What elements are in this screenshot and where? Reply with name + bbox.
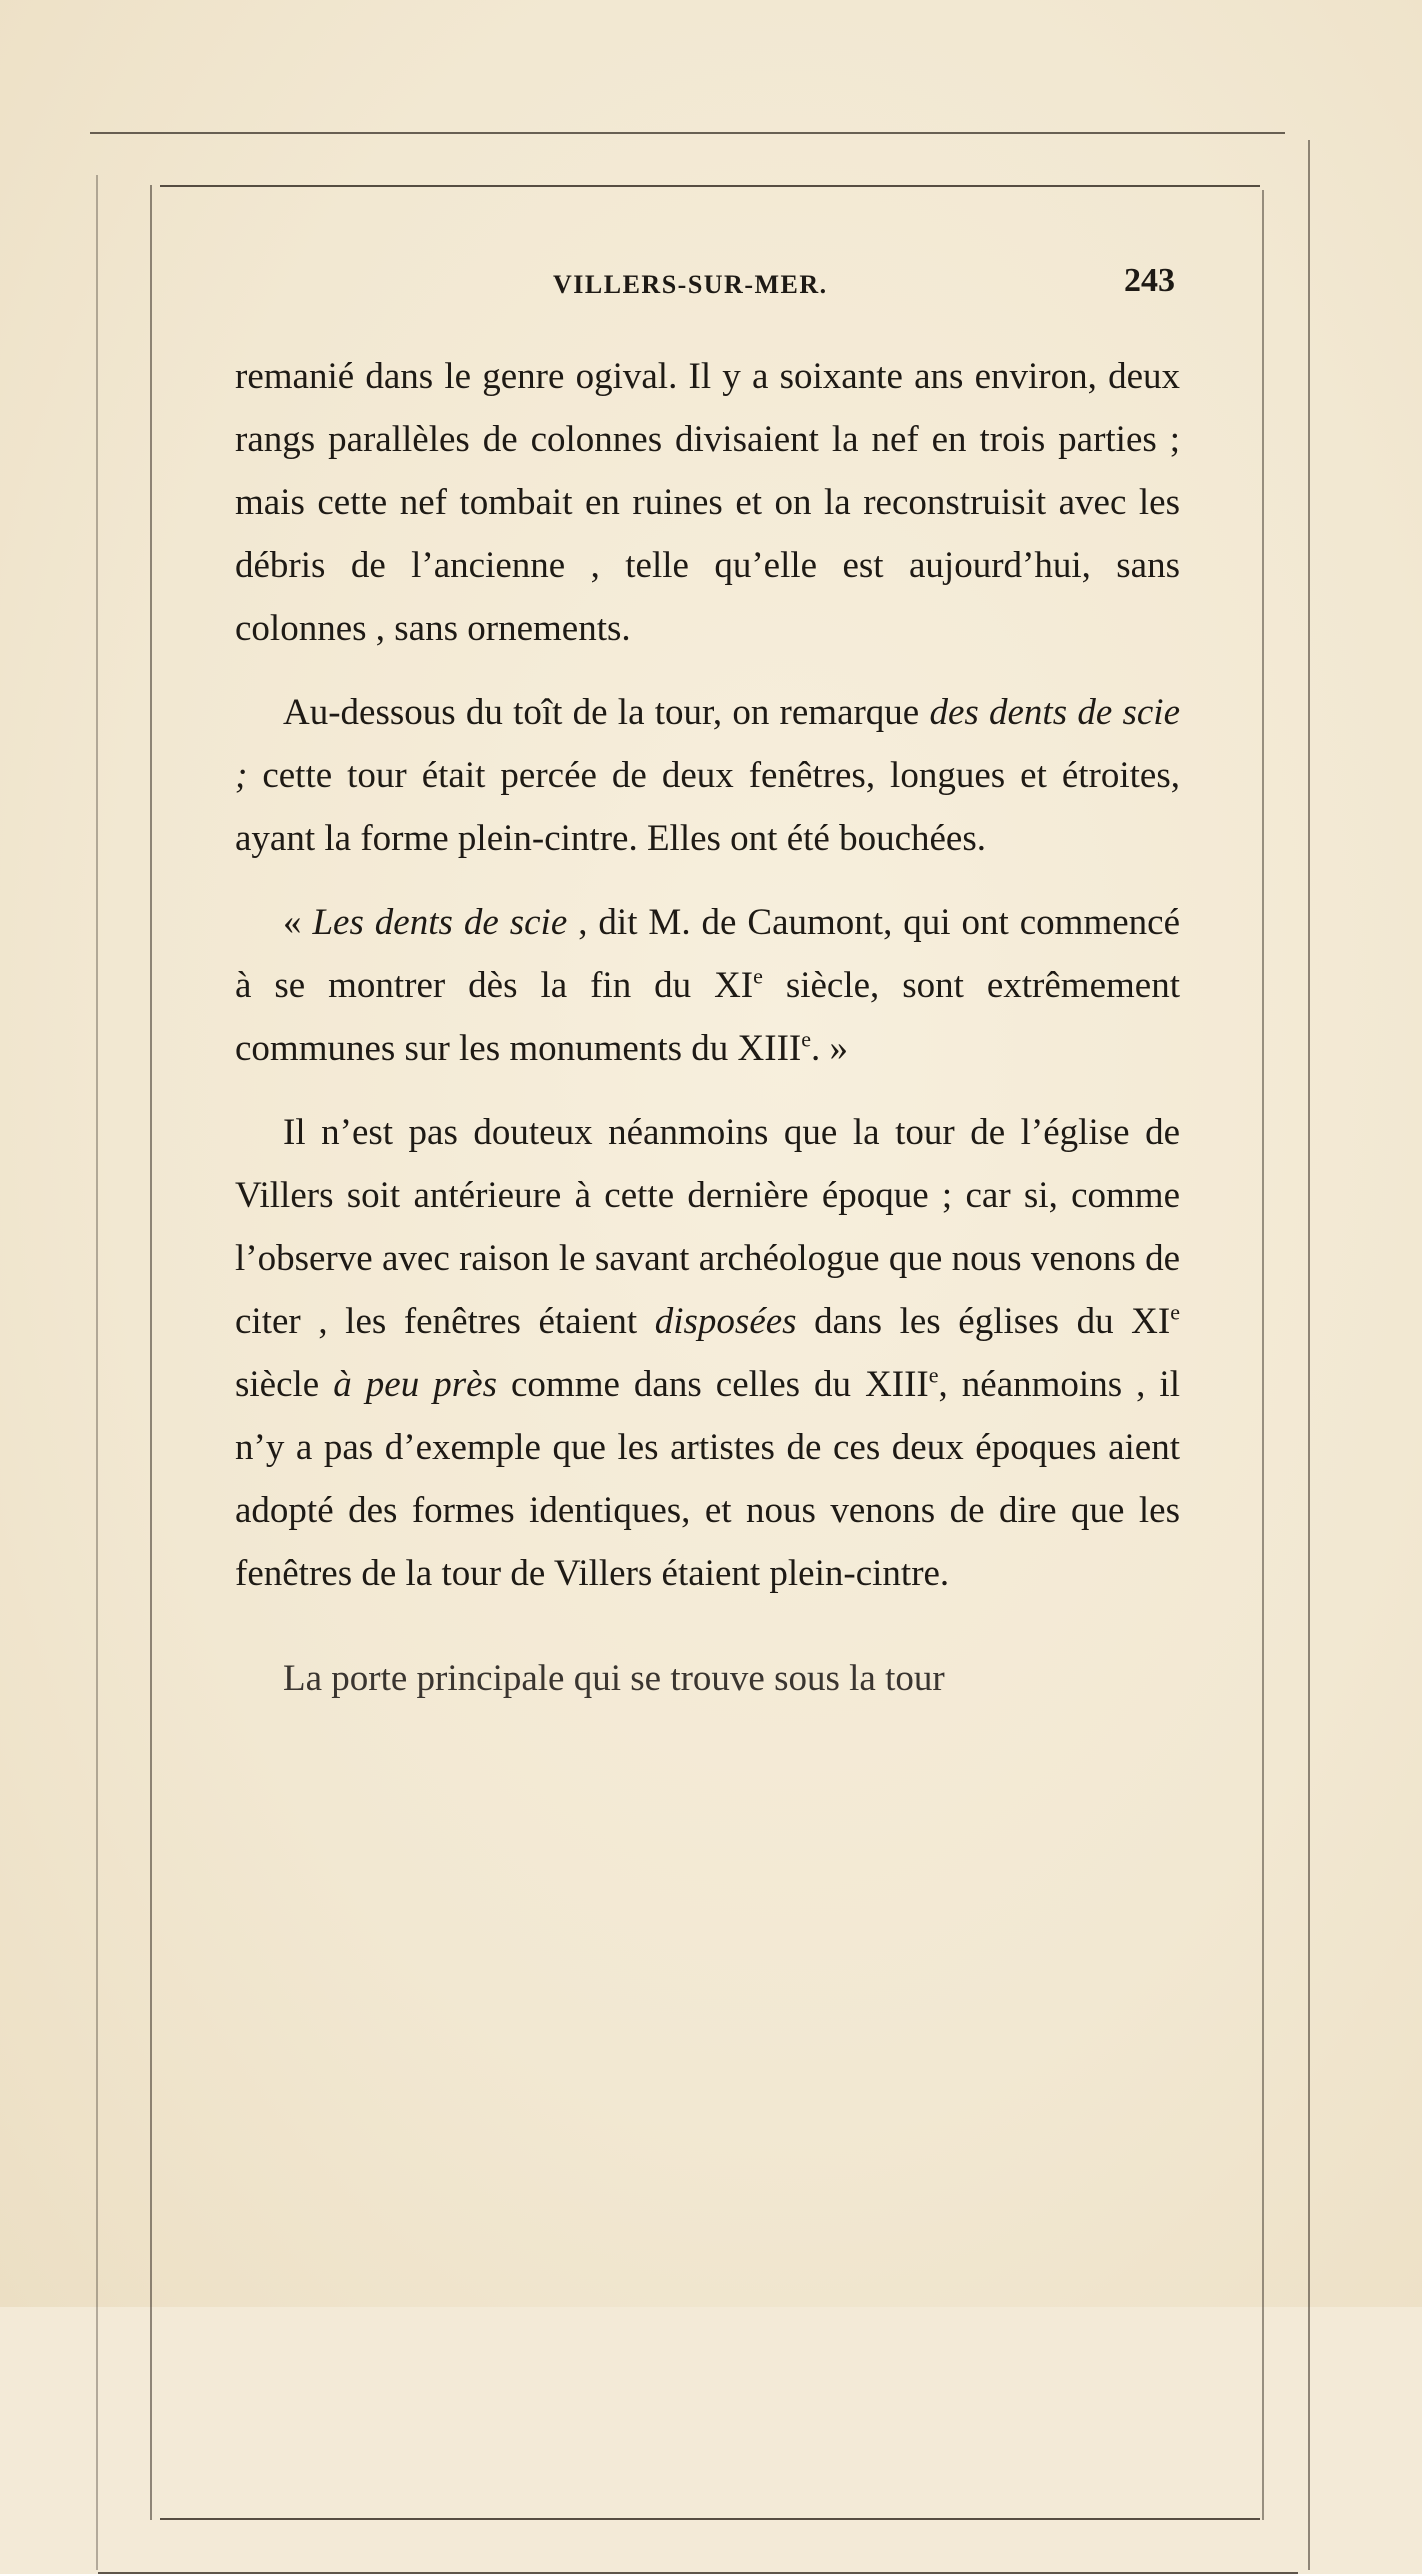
paragraph-2-text-a: Au-dessous du toît de la tour, on remarque (283, 692, 930, 733)
paragraph-3-italic: Les dents de scie (312, 902, 568, 943)
paragraph-4-text-e: , néanmoins , il n’y a pas d’exemple que les artistes de ces deux époques aient adopté des formes identiques, et nous venons de dire que les fenêtres de la tour de Villers étaient plein-cintre. (235, 1364, 1180, 1594)
paragraph-1 (235, 345, 1180, 660)
paragraph-3-text-c: . » (811, 1028, 848, 1069)
quote-open: « (283, 902, 313, 943)
scan-edge-left (96, 175, 98, 2570)
paragraph-2-italic: des dents de scie ; (235, 692, 1181, 796)
paragraph-4-text-d: comme dans celles du XIII (496, 1364, 929, 1405)
paragraph-5 (235, 1647, 1180, 1710)
paragraph-3-text-a: , dit M. de Caumont, qui ont commencé à se montrer dès la fin du XI (235, 902, 1180, 1006)
paragraph-3-quotation (235, 891, 1180, 1080)
frame-rule-top (160, 185, 1260, 187)
paragraph-4-text-c: siècle (235, 1364, 334, 1405)
paragraph-4-italic-a: disposées (654, 1301, 797, 1342)
superscript: e (928, 1362, 939, 1388)
page-header (235, 262, 1175, 312)
paragraph-4-text-a: Il n’est pas douteux néanmoins que la tour de l’église de Villers soit antérieure à cette dernière époque ; car si, comme l’observe avec raison le savant archéologue que nous venons de citer , les fenêtres étaient (235, 1112, 1180, 1342)
frame-rule-right (1262, 190, 1264, 2520)
body-text (235, 345, 1180, 1710)
page-number: 243 (1124, 262, 1175, 299)
superscript: e (801, 1026, 811, 1052)
paragraph-1-text: remanié dans le genre ogival. Il y a soixante ans environ, deux rangs parallèles de colonnes divisaient la nef en trois parties ; mais cette nef tombait en ruines et on la reconstruisit avec les débris de l’ancienne , telle qu’elle est aujourd’hui, sans colonnes , sans ornements. (235, 356, 1180, 649)
scan-edge-top (90, 132, 1285, 134)
paragraph-4 (235, 1101, 1180, 1605)
paragraph-4-italic-b: à peu près (333, 1364, 497, 1405)
running-title: VILLERS-SUR-MER. (553, 270, 828, 299)
paragraph-2-text-b: cette tour était percée de deux fenêtres, longues et étroites, ayant la forme plein-cintre. Elles ont été bouchées. (235, 755, 1180, 859)
paragraph-5-text: La porte principale qui se trouve sous la tour (283, 1658, 945, 1699)
frame-rule-bottom (160, 2518, 1260, 2520)
scan-edge-right (1308, 140, 1310, 2570)
paragraph-3-text-b: siècle, sont extrêmement communes sur les monuments du XIII (235, 965, 1180, 1069)
superscript: e (753, 963, 763, 989)
paragraph-4-text-b: dans les églises du XI (796, 1301, 1171, 1342)
paragraph-2 (235, 681, 1180, 870)
superscript: e (1170, 1299, 1180, 1325)
frame-rule-left (150, 185, 152, 2520)
